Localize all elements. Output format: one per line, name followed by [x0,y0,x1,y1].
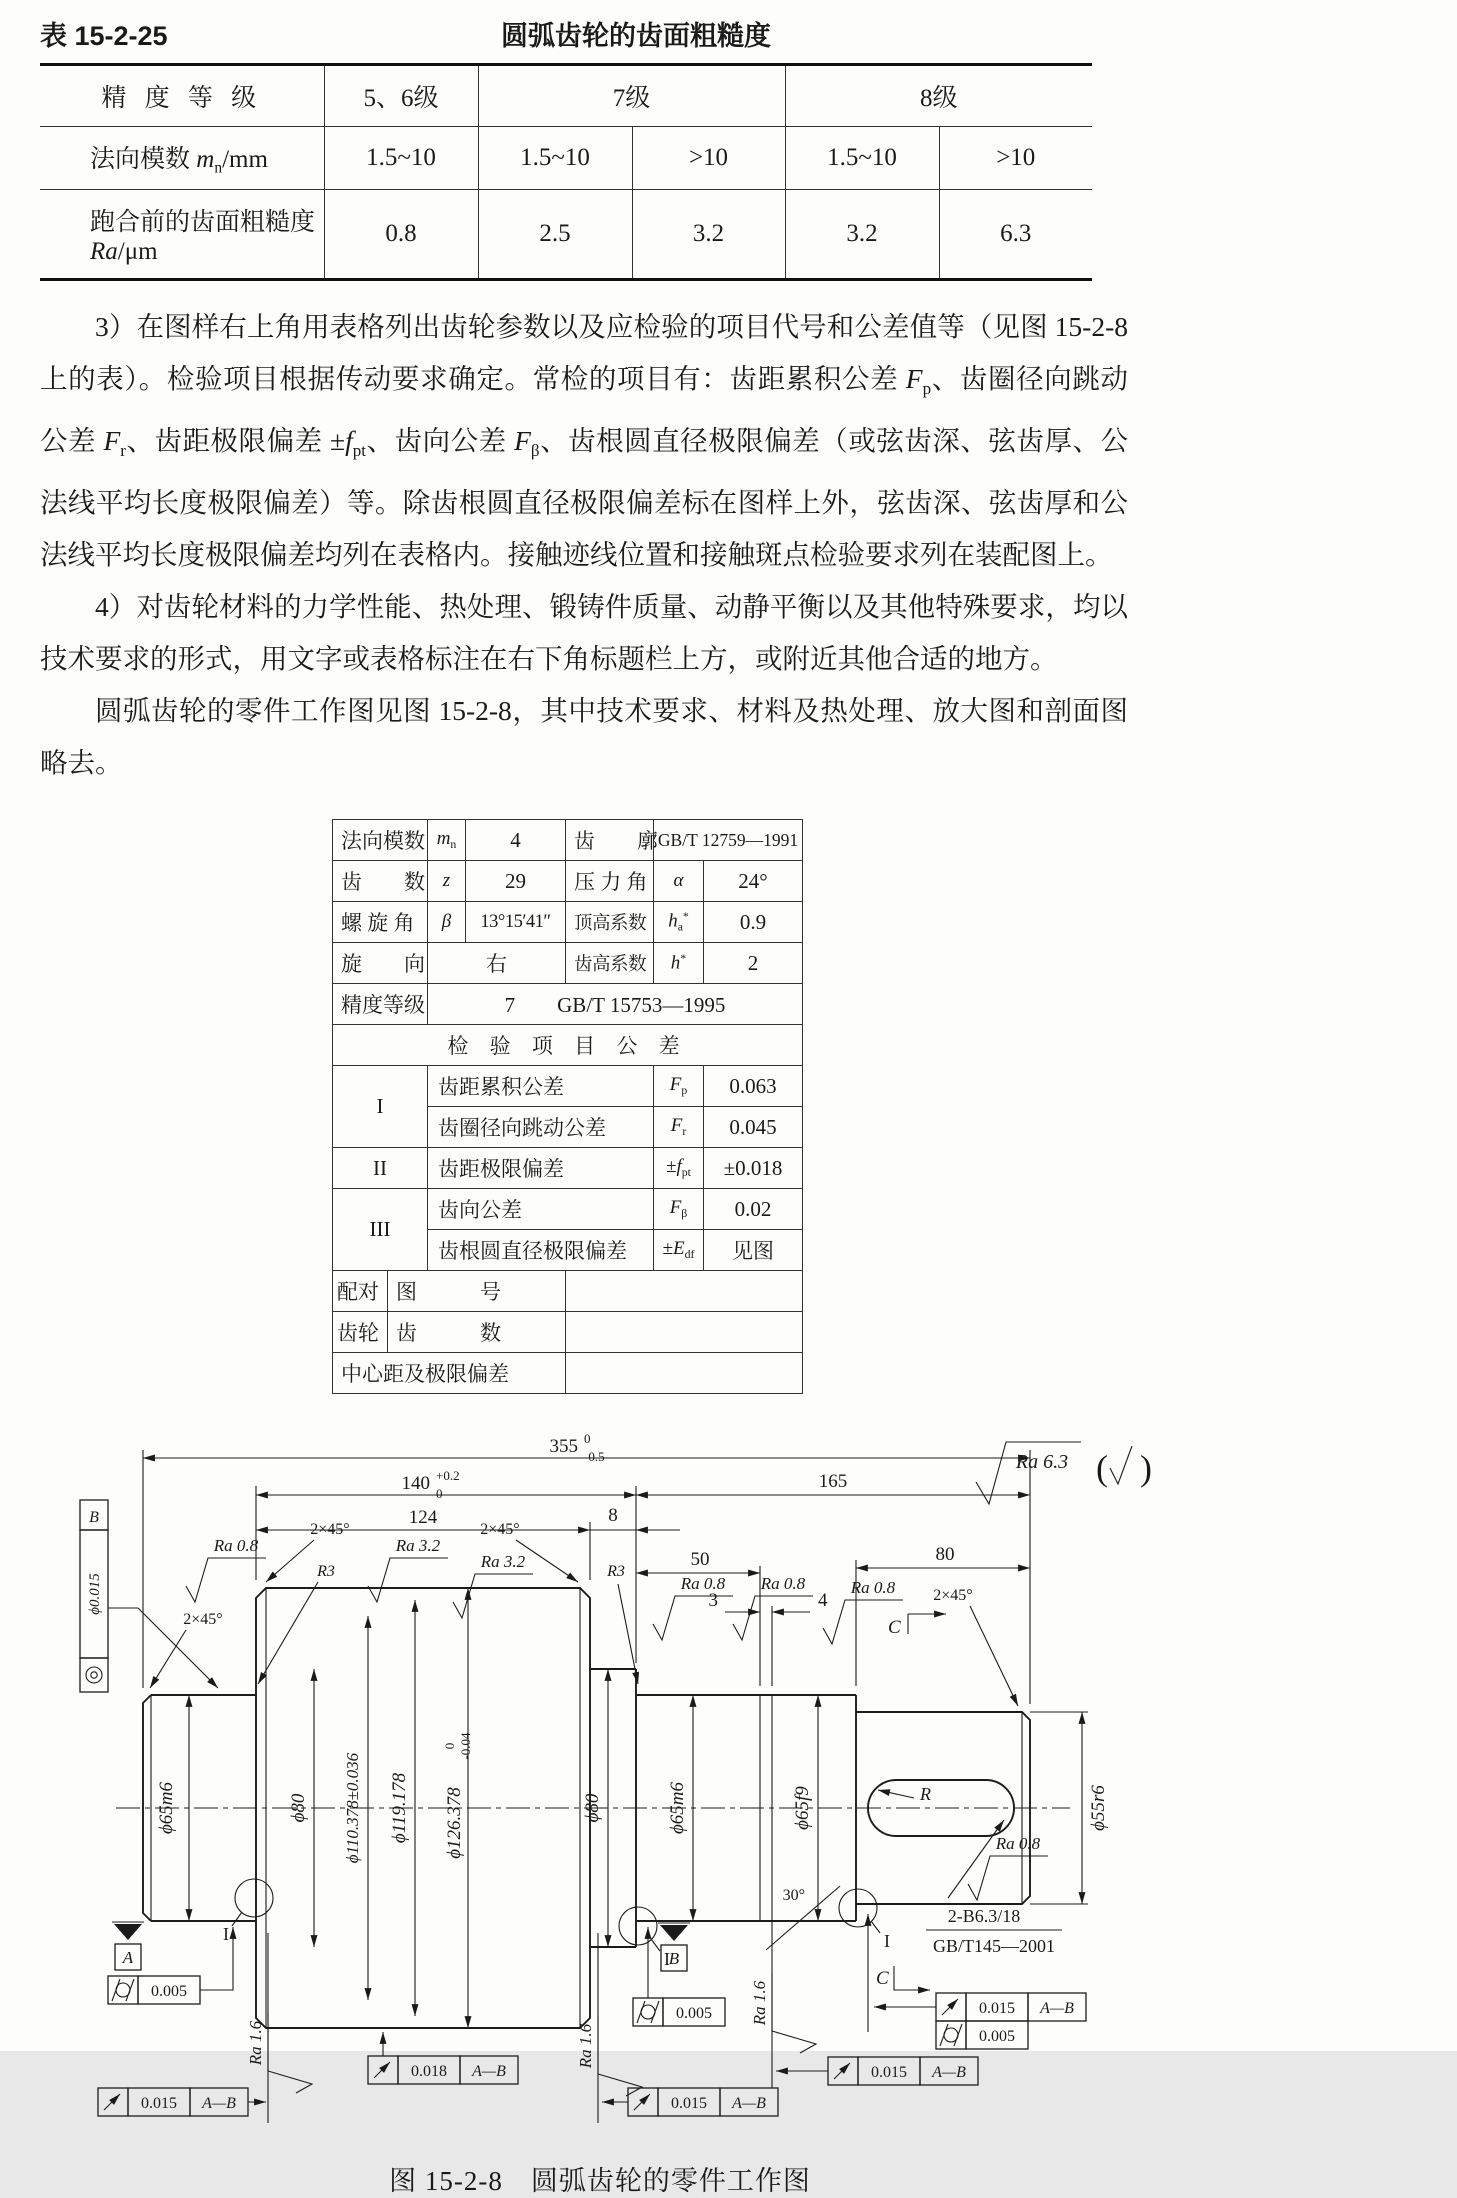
empty-cell [566,1271,803,1312]
datum-a-label: A [122,1948,134,1968]
table-title: 圆弧齿轮的齿面粗糙度 [501,21,771,51]
inspection-group: III [333,1189,428,1271]
runout-value: 0.015 [871,2064,907,2082]
inspection-value: 0.02 [704,1189,803,1230]
module-value: 1.5~10 [324,127,478,190]
header-grade-56: 5、6级 [324,65,478,127]
dia-65m6-left: ϕ65m6 [156,1782,177,1835]
fillet-r3-left: R3 [317,1563,335,1581]
roughness-table [40,63,1092,281]
detail-i-label: I [664,1949,670,1970]
ra-value: 3.2 [785,190,939,280]
inspection-symbol: $F_p$ [654,1066,704,1107]
cylindricity-frame-mid [633,1927,725,2026]
inspection-group: I [333,1066,428,1148]
dia-80-collar: ϕ80 [582,1793,603,1823]
runout-datum: A—B [932,2064,966,2082]
dim-165: 165 [818,1471,848,1493]
paragraph-5: 圆弧齿轮的零件工作图见图 15-2-8，其中技术要求、材料及热处理、放大图和剖面图略去。 [40,695,1128,779]
param-value: 4 [466,820,566,861]
param-label: 齿高系数 [566,943,654,984]
dim-50: 50 [690,1549,710,1571]
ra-1-6-label: Ra 1.6 [246,2021,265,2066]
module-value: 1.5~10 [785,127,939,190]
param-label: 旋 向 [333,943,428,984]
param-value: 29 [466,861,566,902]
paren-open: ( [1096,1448,1108,1489]
module-value: >10 [632,127,785,190]
ra-3-2-label: Ra 3.2 [395,1536,441,1556]
param-symbol: α [654,861,704,902]
dim-3: 3 [708,1590,718,1612]
inspection-value: 见图 [704,1230,803,1271]
param-symbol: β [428,902,466,943]
ra-0-8-mark-centerhole [968,1834,1048,1900]
angle-30-label: 30° [782,1887,805,1905]
ra-0-8-mark-f9 [733,1574,813,1640]
center-hole-spec: 2-B6.3/18 [947,1906,1021,1927]
cylindricity-value: 0.005 [676,2005,712,2023]
dia-119-178: ϕ119.178 [389,1773,410,1844]
empty-cell [566,1353,803,1394]
center-hole-standard: GB/T145—2001 [932,1936,1056,1957]
dim-355-lower-tol: -0.5 [584,1449,605,1465]
dim-140: 140 [401,1473,430,1495]
dia-65f9: ϕ65f9 [792,1786,813,1831]
chamfer-label-gear-right: 2×45° [480,1521,520,1539]
ra-0-8-label: Ra 0.8 [213,1536,259,1556]
datum-a-triangle [114,1924,142,1940]
runout-datum: A—B [732,2095,766,2113]
runout-icon [834,2063,850,2079]
runout-datum: A—B [202,2095,236,2113]
mating-gear-label: 齿轮 [333,1312,388,1353]
runout-value: 0.015 [141,2095,177,2113]
dia-110-378: ϕ110.378±0.036 [343,1753,362,1864]
gear-parameter-table [332,819,803,1394]
roughness-table-ra-row [40,190,1092,280]
ra-0-8-mark-left [186,1536,266,1602]
ra-value: 3.2 [632,190,785,280]
datum-b-label: B [668,1949,680,1969]
runout-icon [104,2094,120,2110]
roughness-table-module-row [40,127,1092,190]
ra-0-8-label: Ra 0.8 [680,1574,726,1594]
runout-datum: A—B [472,2063,506,2081]
paragraph-4: 4）对齿轮材料的力学性能、热处理、锻铸件质量、动静平衡以及其他特殊要求，均以技术要求的形式，用文字或表格标注在右下角标题栏上方，或附近其他合适的地方。 [40,591,1128,675]
inspection-item: 齿根圆直径极限偏差 [428,1230,654,1271]
keyway-radius-label: R [920,1784,931,1805]
inspection-item: 齿圈径向跳动公差 [428,1107,654,1148]
ra-0-8-label: Ra 0.8 [760,1574,806,1594]
module-value: 1.5~10 [478,127,632,190]
dia-80-gear: ϕ80 [288,1793,309,1823]
inspection-item: 齿距累积公差 [428,1066,654,1107]
conc-frame-datum: B [89,1509,99,1527]
runout-icon [374,2062,390,2078]
dia-65m6-right: ϕ65m6 [667,1782,688,1835]
runout-datum: A—B [1040,2000,1074,2018]
ra-6-3-label: Ra 6.3 [1015,1451,1069,1474]
dim-140-lower-tol: 0 [436,1486,443,1502]
dim-124: 124 [408,1507,438,1529]
center-hole-note [926,1820,1062,1956]
mating-gear-label: 配对 [333,1271,388,1312]
conc-frame-tolerance: ϕ0.015 [87,1573,103,1616]
dia-126-lower-tol: -0.04 [458,1732,473,1760]
param-value: 2 [704,943,803,984]
chamfer-label-left: 2×45° [183,1611,223,1629]
param-symbol: $m_n$ [428,820,466,861]
param-standard: GB/T 12759—1991 [654,820,803,861]
ra-0-8-label: Ra 0.8 [850,1578,896,1598]
param-label: 顶高系数 [566,902,654,943]
ra-0-8-label: Ra 0.8 [995,1834,1041,1854]
cylindricity-value: 0.005 [151,1983,187,2001]
runout-value: 0.018 [411,2063,447,2081]
header-grade-8: 8级 [785,65,1092,127]
concentricity-icon [86,1667,102,1683]
paren-close: ) [1140,1448,1152,1489]
inspection-group: II [333,1148,428,1189]
body-text [40,301,1128,789]
inspection-item: 齿距极限偏差 [428,1148,654,1189]
inspection-value: 0.045 [704,1107,803,1148]
figure-caption: 图 15-2-8 圆弧齿轮的零件工作图 [389,2166,811,2197]
ra-value: 0.8 [324,190,478,280]
section-c-top: C [888,1617,901,1639]
param-label: 齿 廓 [566,820,654,861]
ra-value: 2.5 [478,190,632,280]
param-precision-grade: 7 GB/T 15753—1995 [428,984,803,1025]
empty-cell [566,1312,803,1353]
dia-126-378: ϕ126.378 [444,1787,465,1860]
runout-frame-018 [368,2032,518,2084]
param-label: 螺 旋 角 [333,902,428,943]
dim-4: 4 [818,1590,828,1612]
ra-3-2-mark-1 [368,1536,448,1602]
header-grade-7: 7级 [478,65,785,127]
runout-value: 0.015 [671,2095,707,2113]
runout-frame-right [776,2057,978,2085]
ra-1-6-label: Ra 1.6 [576,2024,595,2069]
inspection-symbol: $F_r$ [654,1107,704,1148]
roughness-table-header-row [40,65,1092,127]
dia-55r6: ϕ55r6 [1088,1785,1109,1832]
inspection-value: ±0.018 [704,1148,803,1189]
inspection-symbol: $\pm f_{pt}$ [654,1148,704,1189]
ra-1-6-mark-left [246,2013,312,2093]
param-value: 24° [704,861,803,902]
inspection-value: 0.063 [704,1066,803,1107]
param-value: 0.9 [704,902,803,943]
chamfer-label-right: 2×45° [933,1587,973,1605]
param-label: 法向模数 [333,820,428,861]
center-distance-label: 中心距及极限偏差 [333,1353,566,1394]
module-row-label: 法向模数 $m_n/mm$ [40,127,324,190]
header-precision-grade: 精 度 等 级 [101,85,263,112]
ra-value: 6.3 [939,190,1092,280]
dim-355: 355 [549,1436,578,1458]
paragraph-3: 3）在图样右上角用表格列出齿轮参数以及应检验的项目代号和公差值等（见图 15-2-8 上的表）。检验项目根据传动要求确定。常检的项目有：齿距累积公差 $F_p$、齿圈径向跳动公差 $F_r$、齿距极限偏差 $\pm f_{pt}$、齿向公差 $F_\beta$、齿根圆直径极限偏差（或弦齿深、弦齿厚、公法线平均长度极限偏差）等。除齿根圆直径极限偏差标在图样上外，弦齿深、弦齿厚和公法线平均长度极限偏差均列在表格内。接触迹线位置和接触斑点检验要求列在装配图上。 [40,311,1129,571]
inspection-item: 齿向公差 [428,1189,654,1230]
mating-gear-teeth: 齿 数 [388,1312,566,1353]
ra-row-label: 跑合前的齿面粗糙度 Ra/μm [40,190,324,280]
param-label: 压 力 角 [566,861,654,902]
ra-1-6-label: Ra 1.6 [750,1981,769,2026]
param-value: 右 [428,943,566,984]
detail-i-label: I [884,1931,890,1952]
section-marks [868,1614,946,2032]
dim-355-upper-tol: 0 [584,1431,591,1447]
module-value: >10 [939,127,1092,190]
inspection-header: 检 验 项 目 公 差 [333,1025,803,1066]
param-symbol: h* [654,943,704,984]
chamfer-label-gear-left: 2×45° [310,1521,350,1539]
inspection-symbol: $F_\beta$ [654,1189,704,1230]
param-label: 齿 数 [333,861,428,902]
ra-1-6-mark-mid [576,2016,642,2096]
runout-icon [942,1999,958,2015]
ra-3-2-label: Ra 3.2 [480,1552,526,1572]
cylindricity-value: 0.005 [979,2028,1015,2046]
document-header [40,14,1092,53]
param-symbol: z [428,861,466,902]
dim-140-upper-tol: +0.2 [436,1468,460,1484]
param-value: 13°15′41″ [466,902,566,943]
ra-1-6-mark-right [750,1973,816,2053]
detail-i-label: I [223,1924,229,1945]
dim-8: 8 [608,1505,618,1527]
mating-gear-drawing-no: 图 号 [388,1271,566,1312]
runout-frame-mid [602,2088,778,2116]
table-number: 表 15-2-25 [40,21,168,51]
dia-126-upper-tol: 0 [442,1743,457,1750]
part-drawing [68,1428,1152,2145]
combo-frame-right [874,1993,1086,2049]
param-symbol: $h_a^*$ [654,902,704,943]
ra-3-2-mark-2 [453,1552,533,1618]
shaft-drawing-svg [68,1428,1168,2140]
runout-frame-left [98,2088,266,2116]
ra-0-8-mark-m6 [653,1574,733,1640]
runout-icon [634,2094,650,2110]
datum-b-triangle [660,1925,688,1941]
inspection-symbol: $\pm E_{df}$ [654,1230,704,1271]
runout-value: 0.015 [979,2000,1015,2018]
param-label: 精度等级 [333,984,428,1025]
section-c-bottom: C [876,1968,889,1990]
dim-80: 80 [935,1544,955,1566]
fillet-r3-right: R3 [607,1563,625,1581]
